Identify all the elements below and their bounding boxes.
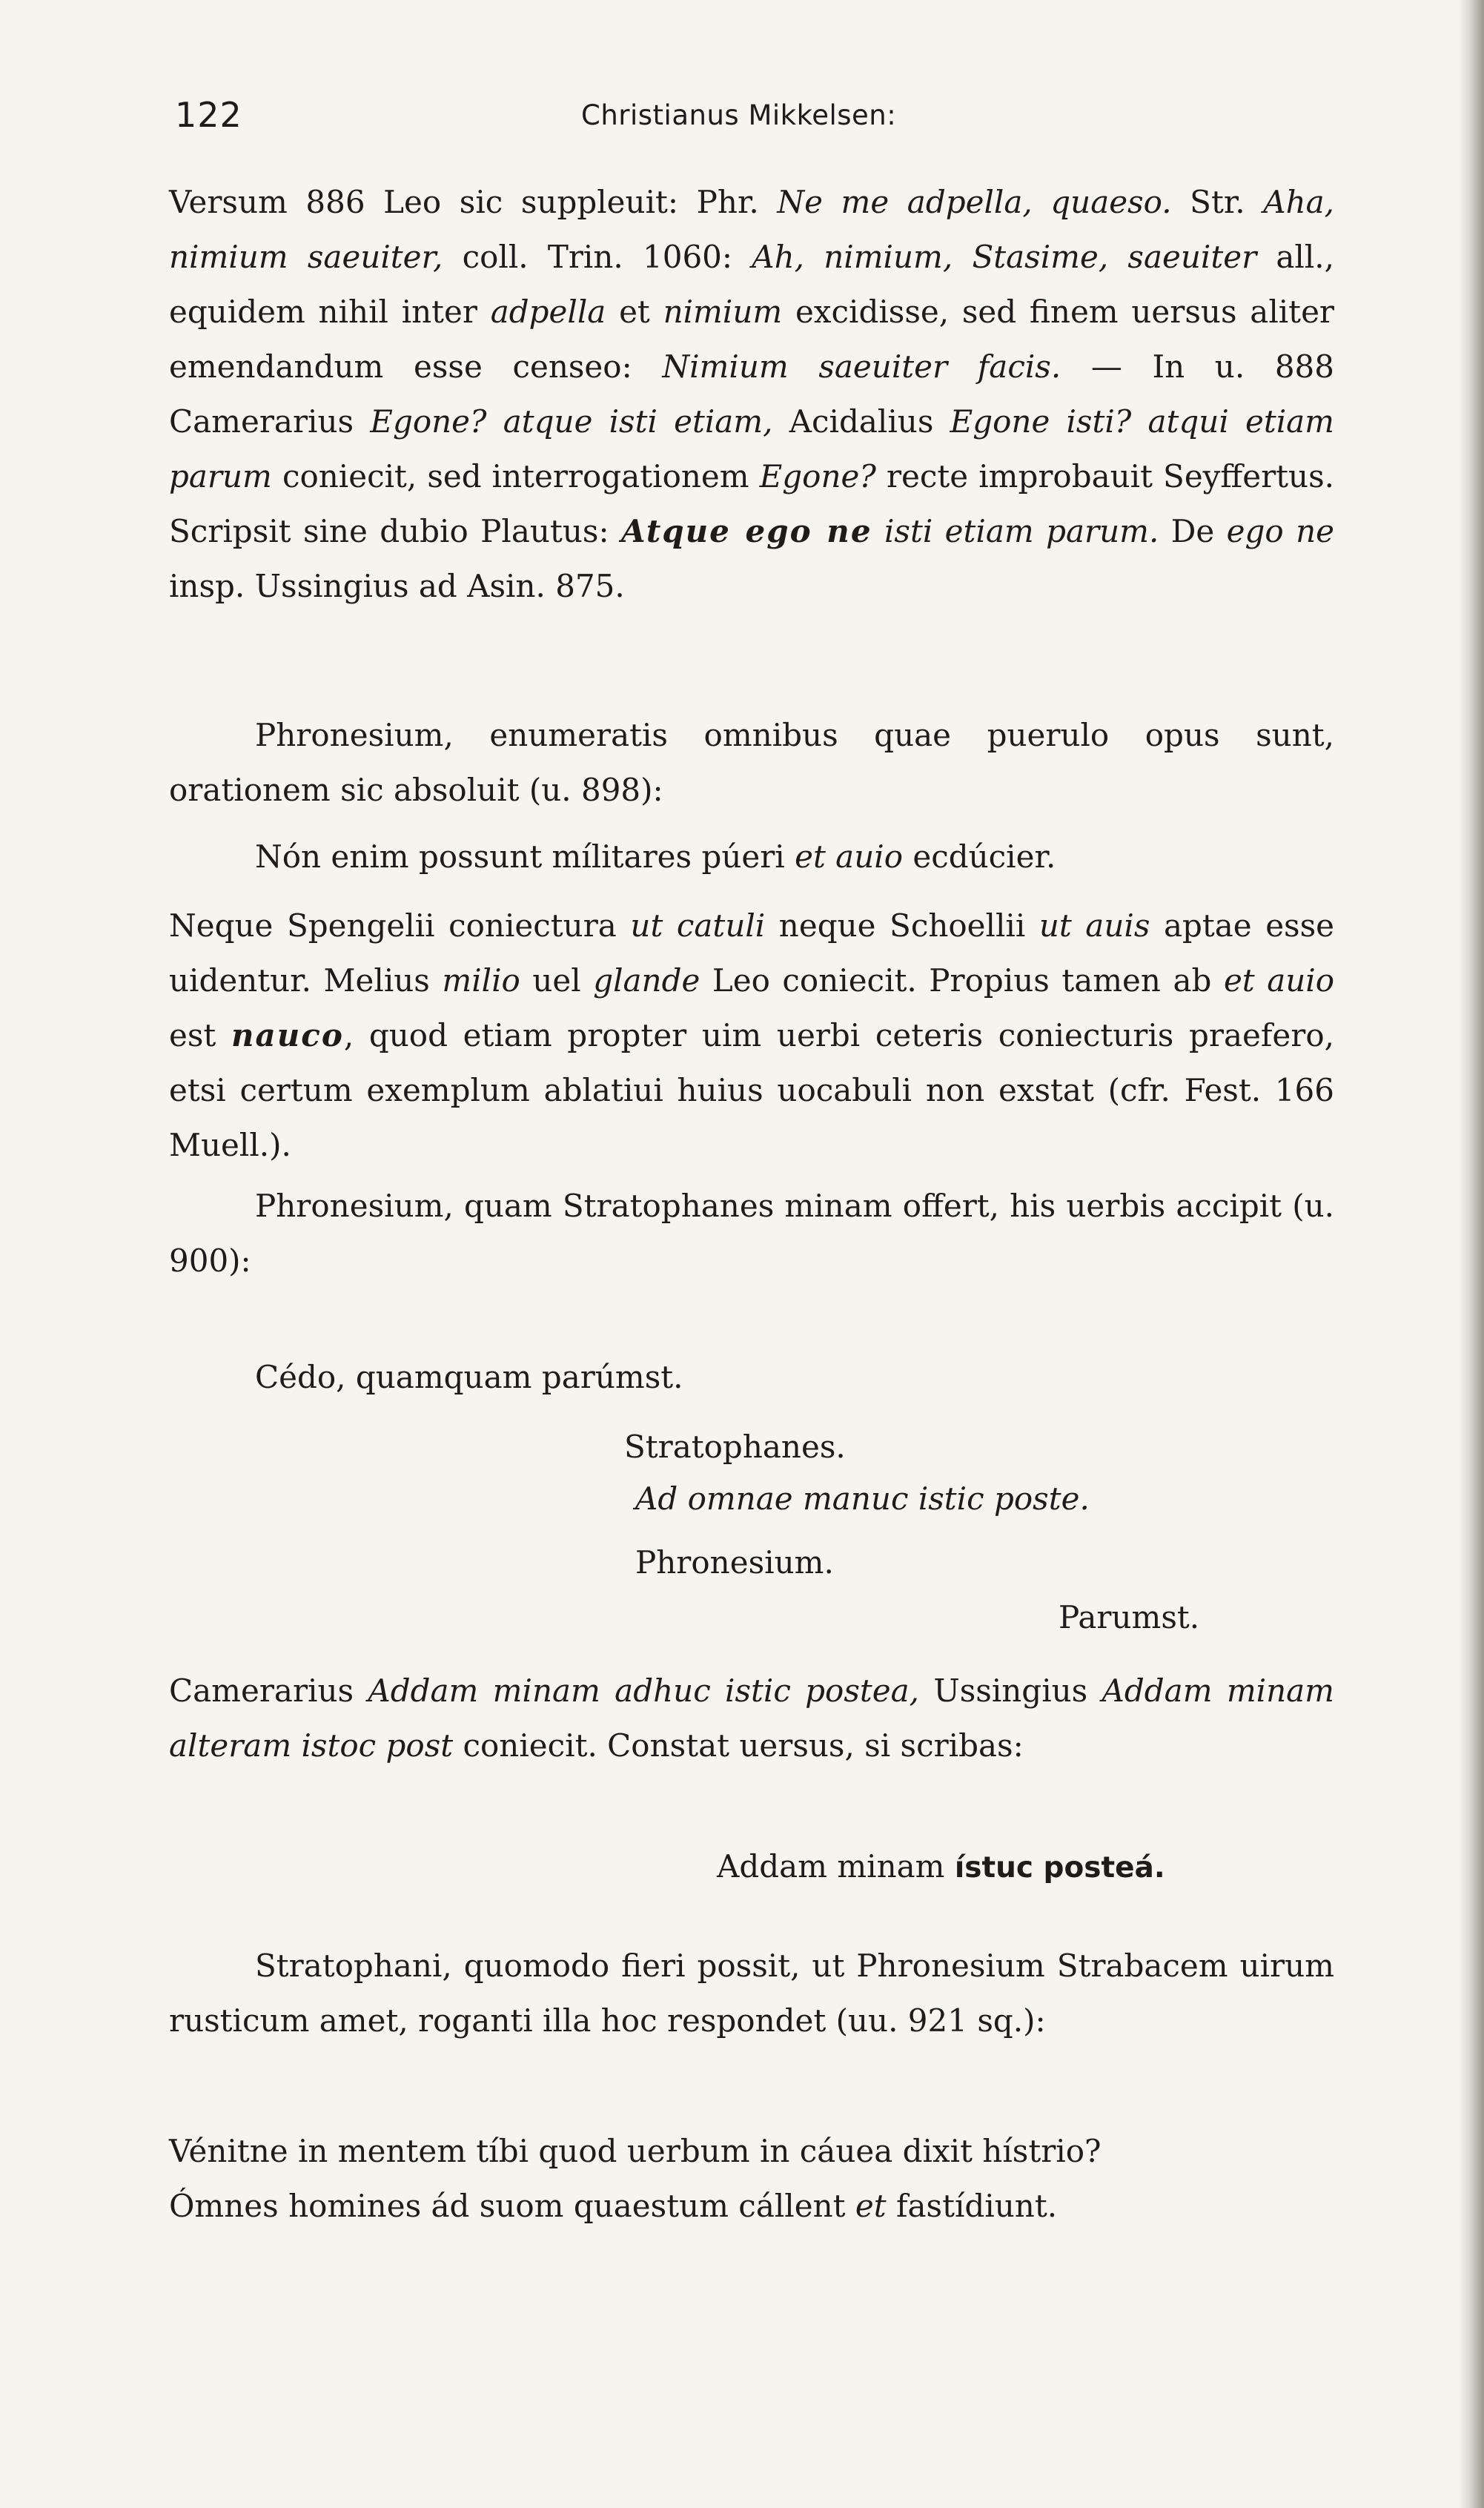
text-run: aptae esse uidentur. Melius [169,907,1335,999]
text-run: Str. [1171,184,1264,220]
text-run: coniecit. Constat uersus, si scribas: [453,1727,1024,1764]
italic-run: Ne me adpella, quaeso. [777,184,1172,220]
speaker-phronesium: Phronesium. [635,1544,834,1581]
text-run: uel [520,962,594,999]
verse-quote-1 [255,830,1056,884]
text-run: Camerarius [169,1672,368,1709]
bold-italic-run: nauco [231,1017,344,1053]
text-run: Leo coniecit. Propius tamen ab [700,962,1224,999]
italic-run: isti etiam parum. [872,513,1159,549]
italic-run: nimium [663,294,783,330]
italic-run: Ad omnae manuc istic poste. [635,1480,1090,1517]
page-number: 122 [175,95,242,135]
italic-run: Addam minam alteram istoc post [169,1672,1334,1764]
dialogue-line-3: Parumst. [1059,1599,1200,1635]
text-run: recte improbauit Seyffertus. Scripsit sine dubio Plautus: [169,458,1335,549]
dialogue-line-2 [635,1472,1090,1526]
italic-run: Egone isti? atqui etiam parum [169,403,1334,494]
italic-run: glande [593,962,700,999]
text-run: De [1159,513,1227,549]
italic-run: ego ne [1226,513,1334,549]
text-run: insp. Ussingius ad Asin. 875. [169,568,625,604]
italic-run: adpella [490,294,606,330]
verse-quote-3-line-1: Vénitne in mentem tíbi quod uerbum in cáuea dixit hístrio? [169,2133,1102,2169]
text-run: coniecit, sed interrogationem [271,458,760,494]
text-run: Addam minam [717,1848,955,1885]
italic-run: Egone? atque isti etiam, [370,403,773,440]
text-run: et [606,294,663,330]
bold-italic-run: Atque ego ne [621,513,872,549]
italic-run: Ah, nimium, Stasime, saeuiter [752,239,1257,275]
text-run: Ussingius [919,1672,1102,1709]
text-run: Versum 886 Leo sic suppleuit: Phr. [169,184,778,220]
text-run: est [169,1017,231,1053]
verse-quote-3-line-2 [169,2179,1057,2234]
paragraph-5 [169,1664,1334,1773]
text-run: Nón enim possunt mílitares púeri [255,838,795,875]
paragraph-1 [169,175,1334,614]
text-run: Ómnes homines ád suom quaestum cállent [169,2188,855,2224]
paragraph-2: Phronesium, enumeratis omnibus quae puerulo opus sunt, orationem sic absoluit (u. 898): [169,717,1334,808]
paragraph-6: Stratophani, quomodo fieri possit, ut Phronesium Strabacem uirum rusticum amet, roganti illa hoc respondet (uu. 921 sq.): [169,1948,1334,2039]
text-run: coll. Trin. 1060: [443,239,752,275]
verse-quote-2 [717,1839,1165,1896]
running-head: Christianus Mikkelsen: [581,99,897,131]
paragraph-3 [169,899,1334,1173]
italic-run: et auio [795,838,903,875]
text-run: excidisse, sed finem uersus aliter emendandum esse censeo: [169,294,1334,385]
italic-run: et auio [1223,962,1334,999]
italic-run: Addam minam adhuc istic postea, [368,1672,920,1709]
italic-run: ut auis [1039,907,1150,944]
italic-run: et [855,2188,887,2224]
text-run: ecdúcier. [903,838,1056,875]
text-run: , quod etiam propter uim uerbi ceteris coniecturis praefero, etsi certum exemplum ablatiui huius uocabuli non exstat (cfr. Fest. 166 Muell.). [169,1017,1334,1163]
page-edge-shadow [1459,0,1484,2508]
text-run: neque Schoellii [765,907,1039,944]
text-run: — In u. 888 Camerarius [169,348,1334,440]
page-header [175,95,1331,139]
italic-run: milio [442,962,520,999]
text-run: Acidalius [772,403,950,440]
italic-run: Aha, nimium saeuiter, [169,184,1335,275]
text-run: fastídiunt. [886,2188,1058,2224]
italic-run: Egone? [759,458,876,494]
paragraph-4: Phronesium, quam Stratophanes minam offert, his uerbis accipit (u. 900): [169,1188,1334,1279]
bold-run: ístuc posteá. [954,1851,1165,1885]
text-run: Neque Spengelii coniectura [169,907,631,944]
speaker-stratophanes: Stratophanes. [624,1429,846,1465]
italic-run: ut catuli [630,907,766,944]
dialogue-line-1: Cédo, quamquam parúmst. [255,1359,683,1395]
italic-run: Nimium saeuiter facis. [662,348,1061,385]
text-run: all., equidem nihil inter [169,239,1335,330]
